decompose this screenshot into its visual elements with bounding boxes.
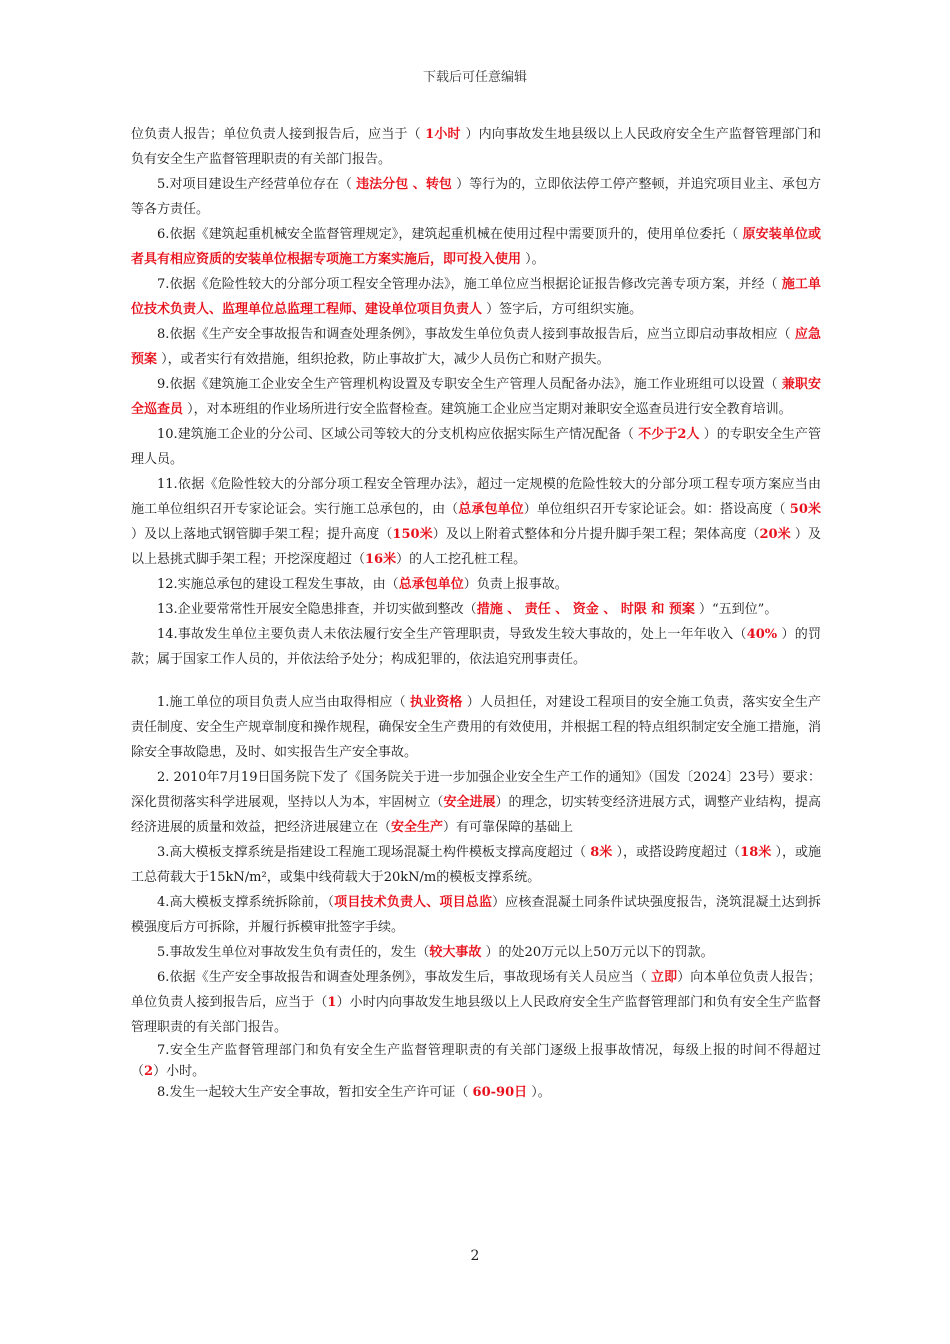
body-text: 14.事故发生单位主要负责人未依法履行安全生产管理职责，导致发生较大事故的，处上一年年收入（: [157, 627, 747, 642]
body-text: ）人员担任，对建设工程项目的安全施工负责，落实安全生产责任制度、安全生产规章制度和操作规程，确保安全生产费用的有效使用，并根据工程的特点组织制定安全施工措施，消除安全事故隐患，及时、如实报告生产安全事故。: [131, 695, 821, 760]
answer-text: 18米: [740, 845, 772, 860]
body-text: ）应核查混凝土同条件试块强度报告，浇筑混凝土达到拆模强度后方可拆除，并履行拆模审批签字手续。: [131, 895, 821, 935]
body-text: 1.施工单位的项目负责人应当由取得相应（: [157, 695, 411, 710]
paragraph: [131, 472, 821, 572]
body-text: ）单位组织召开专家论证会。如：搭设高度（: [523, 502, 790, 517]
answer-text: 违法分包 、转包: [356, 177, 452, 192]
body-text: ）。: [527, 1085, 551, 1100]
paragraph: [131, 597, 821, 622]
body-text: 位负责人报告；单位负责人接到报告后，应当于（: [131, 127, 426, 142]
body-text: 9.依据《建筑施工企业安全生产管理机构设置及专职安全生产管理人员配备办法》，施工作业班组可以设置（: [157, 377, 782, 392]
paragraph: [131, 422, 821, 472]
body-text: 3.高大模板支撑系统是指建设工程施工现场混凝土构件模板支撑高度超过（: [157, 845, 591, 860]
answer-text: 执业资格: [410, 695, 463, 710]
body-text: 6.依据《建筑起重机械安全监督管理规定》，建筑起重机械在使用过程中需要顶升的，使用单位委托（: [157, 227, 743, 242]
paragraph: [131, 690, 821, 765]
body-text: ）小时。: [153, 1064, 206, 1079]
paragraph: [131, 1082, 821, 1103]
body-text: ）的人工挖孔桩工程。: [396, 552, 527, 567]
answer-text: 60-90日: [472, 1085, 528, 1100]
body-text: ）及以上落地式钢管脚手架工程；提升高度（: [131, 527, 393, 542]
body-text: ）有可靠保障的基础上: [443, 820, 574, 835]
body-text: ）。: [521, 252, 545, 267]
paragraph: [131, 840, 821, 890]
paragraph: [131, 572, 821, 597]
answer-text: 总承包单位: [398, 577, 464, 592]
answer-text: 施工单位技术负责人、监理单位总监理工程师、建设单位项目负责人: [131, 277, 821, 317]
paragraph: [131, 272, 821, 322]
body-text: ）及以上附着式整体和分片提升脚手架工程；架体高度（: [432, 527, 760, 542]
answer-text: 8米: [590, 845, 613, 860]
answer-text: 16米: [365, 552, 397, 567]
page-header: 下载后可任意编辑: [422, 70, 527, 85]
paragraph: [131, 222, 821, 272]
body-text: 7.依据《危险性较大的分部分项工程安全管理办法》，施工单位应当根据论证报告修改完善专项方案，并经（: [157, 277, 782, 292]
body-text: 2. 2010年7月19日国务院下发了《国务院关于进一步加强企业安全生产工作的通知》（国发〔2024〕23号）要求：深化贯彻落实科学进展观，坚持以人为本，牢固树立（: [131, 770, 821, 810]
body-text: ）负责上报事故。: [463, 577, 568, 592]
body-text: 13.企业要常常性开展安全隐患排查，并切实做到整改（: [157, 602, 477, 617]
answer-text: 措施 、 责任 、 资金 、 时限 和 预案: [476, 602, 695, 617]
paragraph: [131, 122, 821, 172]
body-text: ），或搭设跨度超过（: [612, 845, 741, 860]
paragraph: [131, 1040, 821, 1082]
answer-text: 2: [144, 1064, 154, 1079]
body-text: ）的处20万元以上50万元以下的罚款。: [481, 945, 714, 960]
body-text: ）小时内向事故发生地县级以上人民政府安全生产监督管理部门和负有安全生产监督管理职责的有关部门报告。: [131, 995, 821, 1035]
paragraph: [131, 765, 821, 840]
body-text: ），或者实行有效措施，组织抢救，防止事故扩大，减少人员伤亡和财产损失。: [157, 352, 610, 367]
body-text: 11.依据《危险性较大的分部分项工程安全管理办法》，超过一定规模的危险性较大的分部分项工程专项方案应当由施工单位组织召开专家论证会。实行施工总承包的，由（: [131, 477, 821, 517]
paragraph: [131, 372, 821, 422]
body-text: ）等行为的，立即依法停工停产整顿，并追究项目业主、承包方等各方责任。: [131, 177, 821, 217]
answer-text: 较大事故: [429, 945, 482, 960]
body-text: 7.安全生产监督管理部门和负有安全生产监督管理职责的有关部门逐级上报事故情况，每级上报的时间不得超过（: [131, 1043, 821, 1079]
answer-text: 原安装单位或者具有相应资质的安装单位根据专项施工方案实施后，即可投入使用: [131, 227, 821, 267]
body-text: 5.对项目建设生产经营单位存在（: [157, 177, 357, 192]
answer-text: 总承包单位: [458, 502, 524, 517]
paragraph: [131, 622, 821, 672]
answer-text: 不少于2人: [638, 427, 700, 442]
body-text: ），对本班组的作业场所进行安全监督检查。建筑施工企业应当定期对兼职安全巡查员进行安全教育培训。: [183, 402, 792, 417]
paragraph: [131, 940, 821, 965]
answer-text: 1小时: [425, 127, 466, 142]
body-text: 5.事故发生单位对事故发生负有责任的，发生（: [157, 945, 430, 960]
answer-text: 安全进展: [443, 795, 496, 810]
answer-text: 兼职安全巡查员: [131, 377, 821, 417]
body-text: ），或施工总荷载大于15kN/m²，或集中线荷载大于20kN/m的模板支撑系统。: [131, 845, 822, 885]
body-text: ）及以上悬挑式脚手架工程；开挖深度超过（: [131, 527, 821, 567]
body-text: ）签字后，方可组织实施。: [482, 302, 643, 317]
body-text: ）的专职安全生产管理人员。: [131, 427, 822, 467]
body-text: 6.依据《生产安全事故报告和调查处理条例》，事故发生后，事故现场有关人员应当（: [157, 970, 652, 985]
body-text: 8.依据《生产安全事故报告和调查处理条例》，事故发生单位负责人接到事故报告后，应当立即启动事故相应（: [157, 327, 795, 342]
document-body: [131, 122, 821, 1103]
body-text: 8.发生一起较大生产安全事故，暂扣安全生产许可证（: [157, 1085, 473, 1100]
answer-text: 项目技术负责人、项目总监: [334, 895, 493, 910]
body-text: 12.实施总承包的建设工程发生事故，由（: [157, 577, 399, 592]
answer-text: 20米: [759, 527, 791, 542]
section-gap: [131, 672, 821, 690]
answer-text: 40%: [746, 627, 778, 642]
body-text: ）内向事故发生地县级以上人民政府安全生产监督管理部门和负有安全生产监督管理职责的有关部门报告。: [131, 127, 821, 167]
answer-text: 应急预案: [131, 327, 821, 367]
page-number: 2: [470, 1248, 480, 1264]
paragraph: [131, 965, 821, 1040]
answer-text: 150米: [392, 527, 433, 542]
body-text: 4.高大模板支撑系统拆除前，（: [157, 895, 335, 910]
paragraph: [131, 890, 821, 940]
paragraph: [131, 172, 821, 222]
answer-text: 安全生产: [391, 820, 444, 835]
body-text: ）“五到位”。: [694, 602, 778, 617]
answer-text: 50米: [789, 502, 821, 517]
body-text: 10.建筑施工企业的分公司、区域公司等较大的分支机构应依据实际生产情况配备（: [157, 427, 639, 442]
body-text: ）向本单位负责人报告；单位负责人接到报告后，应当于（: [131, 970, 821, 1010]
body-text: ）的理念，切实转变经济进展方式，调整产业结构，提高经济进展的质量和效益，把经济进展建立在（: [131, 795, 821, 835]
paragraph: [131, 322, 821, 372]
answer-text: 1: [327, 995, 337, 1010]
body-text: ）的罚款；属于国家工作人员的，并依法给予处分；构成犯罪的，依法追究刑事责任。: [131, 627, 821, 667]
answer-text: 立即: [651, 970, 678, 985]
